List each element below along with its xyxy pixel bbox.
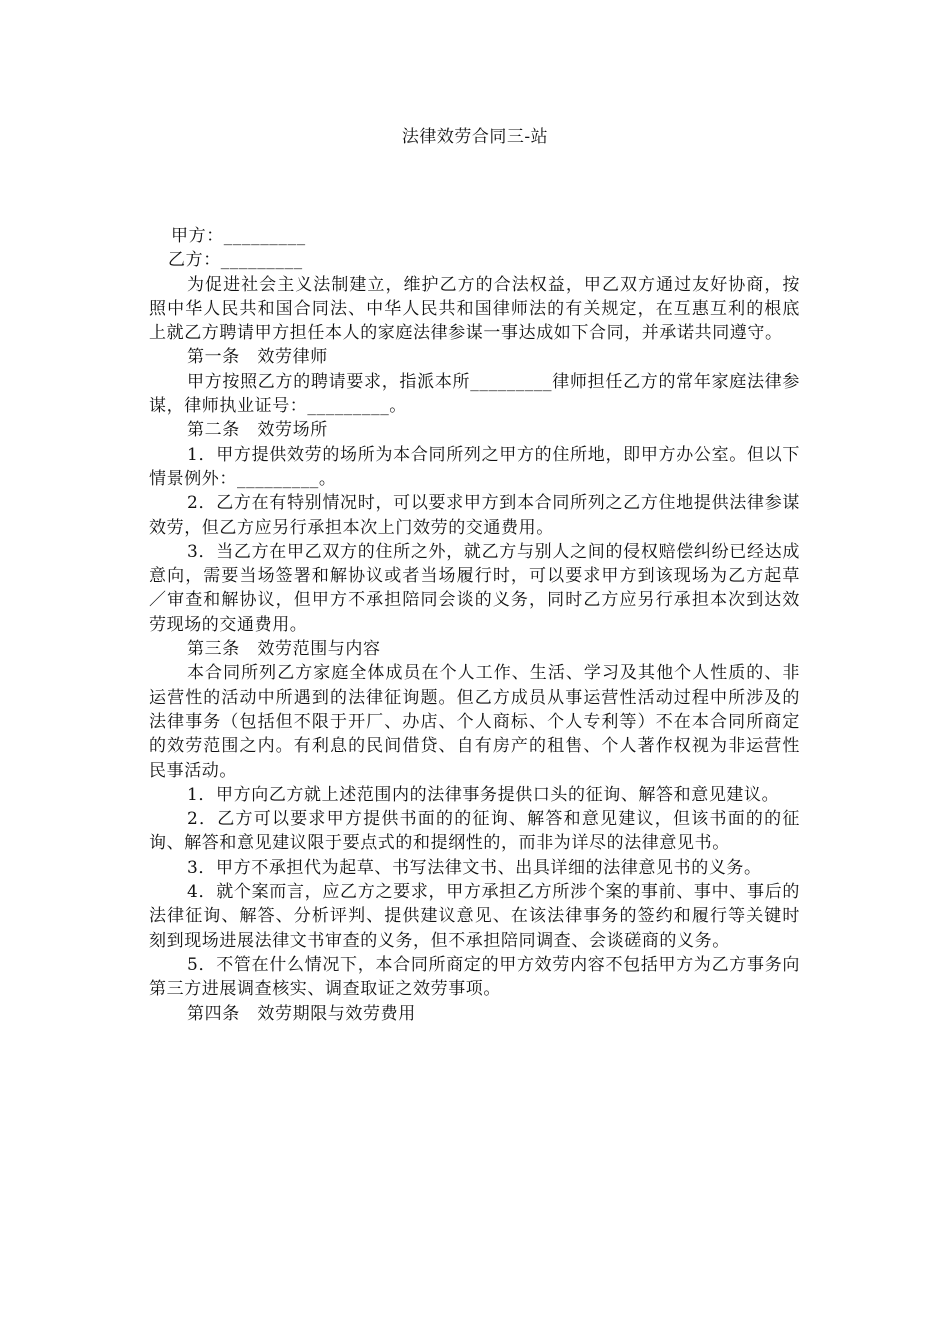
article-3-clause-3: 3．甲方不承担代为起草、书写法律文书、出具详细的法律意见书的义务。 (187, 857, 762, 878)
document-body (149, 224, 800, 1026)
preamble-paragraph: 为促进社会主义法制建立，维护乙方的合法权益，甲乙双方通过友好协商，按照中华人民共和国合同法、中华人民共和国律师法的有关规定，在互惠互利的根底上就乙方聘请甲方担任本人的家庭法律参谋一事达成如下合同，并承诺共同遵守。 (149, 274, 800, 344)
article-2-clause-1: 1．甲方提供效劳的场所为本合同所列之甲方的住所地，即甲方办公室。但以下情景例外：_________。 (149, 444, 800, 489)
party-b-line: 乙方：_________ (168, 250, 303, 271)
article-3-paragraph: 本合同所列乙方家庭全体成员在个人工作、生活、学习及其他个人性质的、非运营性的活动中所遇到的法律征询题。但乙方成员从事运营性活动过程中所涉及的法律事务（包括但不限于开厂、办店、个人商标、个人专利等）不在本合同所商定的效劳范围之内。有利息的民间借贷、自有房产的租售、个人著作权视为非运营性民事活动。 (149, 663, 800, 781)
article-1-heading: 第一条 效劳律师 (187, 347, 328, 368)
article-3-clause-2: 2．乙方可以要求甲方提供书面的的征询、解答和意见建议，但该书面的的征询、解答和意见建议限于要点式的和提纲性的，而非为详尽的法律意见书。 (149, 809, 800, 854)
article-3-heading: 第三条 效劳范围与内容 (187, 639, 381, 660)
article-3-clause-5: 5．不管在什么情况下，本合同所商定的甲方效劳内容不包括甲方为乙方事务向第三方进展调查核实、调查取证之效劳事项。 (149, 954, 800, 1000)
document-title: 法律效劳合同三-站 (401, 127, 549, 147)
article-3-clause-1: 1．甲方向乙方就上述范围内的法律事务提供口头的征询、解答和意见建议。 (187, 784, 780, 805)
article-2-clause-2: 2．乙方在有特别情况时，可以要求甲方到本合同所列之乙方住地提供法律参谋效劳，但乙方应另行承担本次上门效劳的交通费用。 (149, 493, 800, 538)
article-2-clause-3: 3．当乙方在甲乙双方的住所之外，就乙方与别人之间的侵权赔偿纠纷已经达成意向，需要当场签署和解协议或者当场履行时，可以要求甲方到该现场为乙方起草／审查和解协议，但甲方不承担陪同会谈的义务，同时乙方应另行承担本次到达效劳现场的交通费用。 (149, 541, 800, 635)
party-a-line: 甲方：_________ (171, 226, 306, 246)
article-1-paragraph: 甲方按照乙方的聘请要求，指派本所_________律师担任乙方的常年家庭法律参谋，律师执业证号：_________。 (149, 371, 800, 417)
article-2-heading: 第二条 效劳场所 (187, 420, 328, 441)
article-3-clause-4: 4．就个案而言，应乙方之要求，甲方承担乙方所涉个案的事前、事中、事后的法律征询、解答、分析评判、提供建议意见、在该法律事务的签约和履行等关键时刻到现场进展法律文书审查的义务，但不承担陪同调查、会谈磋商的义务。 (149, 882, 800, 951)
article-4-heading: 第四条 效劳期限与效劳费用 (187, 1003, 416, 1024)
